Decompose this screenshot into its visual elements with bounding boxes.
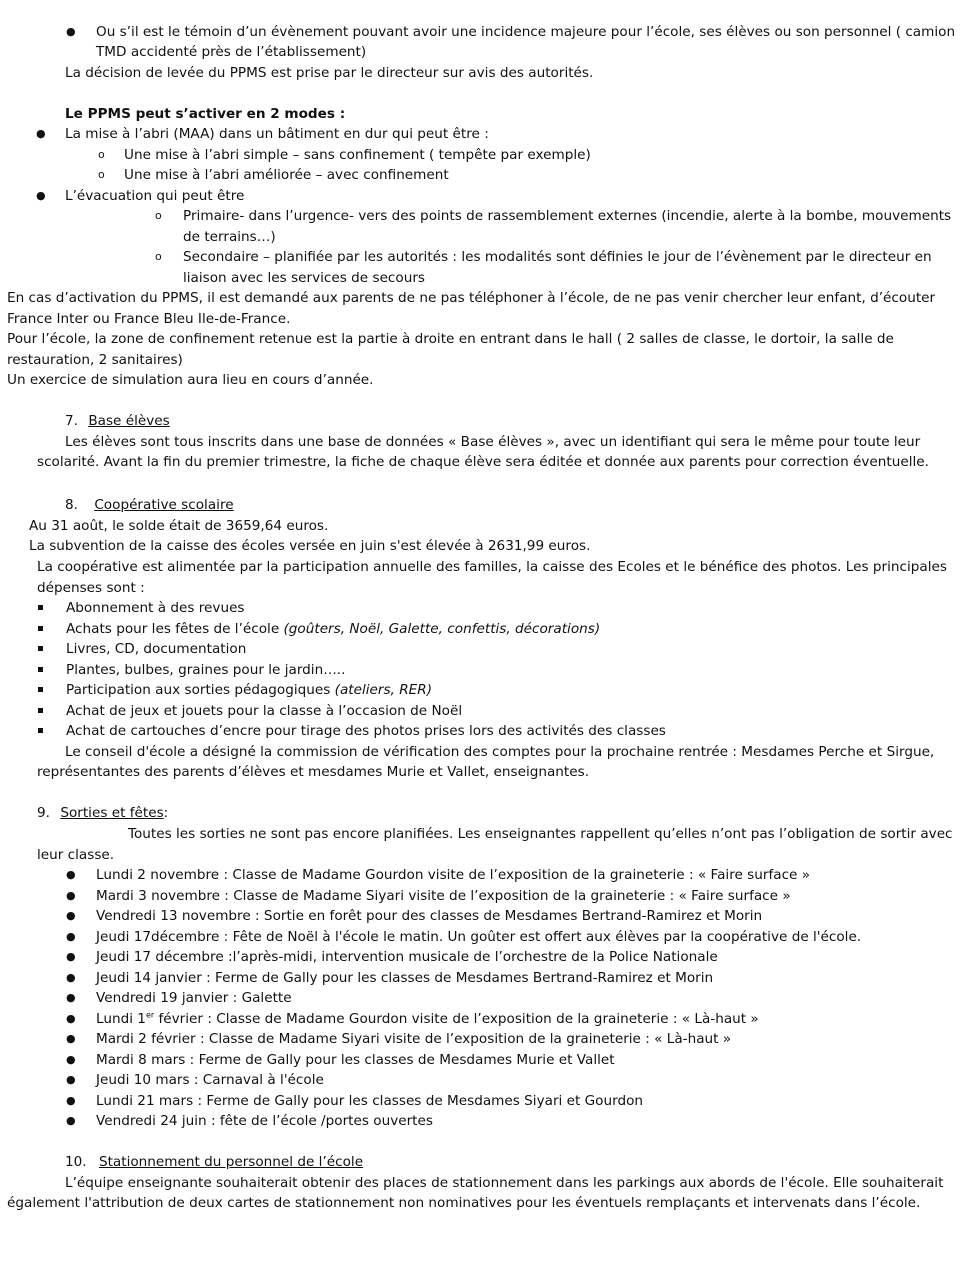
ppms-maa: La mise à l’abri (MAA) dans un bâtiment en dur qui peut être :	[65, 126, 489, 142]
bullet: ●	[66, 1114, 76, 1127]
square-bullet	[38, 687, 43, 692]
ppms-activation: En cas d’activation du PPMS, il est demandé aux parents de ne pas téléphoner à l’école, de ne pas venir chercher leur enfant, d’écouter	[7, 290, 936, 306]
event-item: Mardi 3 novembre : Classe de Madame Siyari visite de l’exposition de la graineterie : « Faire surface »	[96, 888, 791, 904]
ppms-exercise: Un exercice de simulation aura lieu en cours d’année.	[7, 372, 374, 388]
section-number: 9.	[37, 805, 50, 821]
list-item: Participation aux sorties pédagogiques (ateliers, RER)	[66, 682, 433, 698]
ppms-evac-sub: Secondaire – planifiée par les autorités : les modalités sont définies le jour de l’évènement par le directeur en	[183, 249, 932, 265]
section-8-heading	[65, 495, 234, 515]
ppms-evac-sub: de terrains…)	[183, 229, 276, 245]
bullet: ●	[66, 971, 76, 984]
ppms-maa-sub: Une mise à l’abri simple – sans confinement ( tempête par exemple)	[124, 147, 591, 163]
event-item: Jeudi 17 décembre :l’après-midi, intervention musicale de l’orchestre de la Police Nationale	[96, 949, 718, 965]
bullet: ●	[66, 25, 76, 38]
bullet: ●	[66, 991, 76, 1004]
ppms-evac-sub: liaison avec les services de secours	[183, 270, 426, 286]
event-item: Jeudi 17décembre : Fête de Noël à l'école le matin. Un goûter est offert aux élèves par la coopérative de l'école.	[96, 929, 862, 945]
section-10-text: L’équipe enseignante souhaiterait obtenir des places de stationnement dans les parkings aux abords de l'école. Elle souhaiterait	[65, 1175, 944, 1191]
event-item: Lundi 2 novembre : Classe de Madame Gourdon visite de l’exposition de la graineterie : « Faire surface »	[96, 867, 811, 883]
section-7-heading	[65, 411, 170, 431]
ppms-zone: restauration, 2 sanitaires)	[7, 352, 183, 368]
section-title: Stationnement du personnel de l’école	[98, 1154, 364, 1170]
sorties-intro: Toutes les sorties ne sont pas encore planifiées. Les enseignantes rappellent qu’elles n’ont pas l’obligation de sortir avec	[128, 826, 953, 842]
sorties-intro: leur classe.	[37, 847, 115, 863]
square-bullet	[38, 708, 43, 713]
list-item: Achats pour les fêtes de l’école (goûters, Noël, Galette, confettis, décorations)	[66, 621, 601, 637]
ppms-modes-title: Le PPMS peut s’activer en 2 modes :	[65, 106, 346, 122]
circle-bullet: o	[98, 168, 105, 181]
list-item: Abonnement à des revues	[66, 600, 245, 616]
square-bullet	[38, 646, 43, 651]
bullet: ●	[66, 1053, 76, 1066]
list-item: Plantes, bulbes, graines pour le jardin…..	[66, 662, 346, 678]
section-title: Coopérative scolaire	[94, 497, 234, 513]
circle-bullet: o	[155, 250, 162, 263]
bullet: ●	[66, 930, 76, 943]
list-item: Livres, CD, documentation	[66, 641, 247, 657]
ppms-zone: Pour l’école, la zone de confinement retenue est la partie à droite en entrant dans le hall ( 2 salles de classe, le dortoir, la salle de	[7, 331, 894, 347]
bullet: ●	[66, 868, 76, 881]
ppms-decision: La décision de levée du PPMS est prise par le directeur sur avis des autorités.	[65, 65, 594, 81]
ppms-activation: France Inter ou France Bleu Ile-de-France.	[7, 311, 291, 327]
coop-subvention: La subvention de la caisse des écoles versée en juin s'est élevée à 2631,99 euros.	[29, 538, 591, 554]
section-number: 8.	[65, 497, 78, 513]
list-item: Achat de cartouches d’encre pour tirage des photos prises lors des activités des classes	[66, 723, 666, 739]
section-10-text: également l'attribution de deux cartes de stationnement non nominatives pour les éventuels remplaçants et intervenats dans l’école.	[7, 1195, 921, 1211]
bullet: ●	[66, 1012, 76, 1025]
event-item: Vendredi 19 janvier : Galette	[96, 990, 292, 1006]
coop-conseil: Le conseil d'école a désigné la commission de vérification des comptes pour la prochaine rentrée : Mesdames Perche et Sirgue,	[65, 744, 935, 760]
event-item: Mardi 8 mars : Ferme de Gally pour les classes de Mesdames Murie et Vallet	[96, 1052, 615, 1068]
event-item: Lundi 21 mars : Ferme de Gally pour les classes de Mesdames Siyari et Gourdon	[96, 1093, 644, 1109]
coop-text: dépenses sont :	[37, 580, 145, 596]
coop-text: La coopérative est alimentée par la participation annuelle des familles, la caisse des Ecoles et le bénéfice des photos. Les principales	[37, 559, 947, 575]
ppms-maa-sub: Une mise à l’abri améliorée – avec confinement	[124, 167, 449, 183]
section-7-text: Les élèves sont tous inscrits dans une base de données « Base élèves », avec un identifiant qui sera le même pour toute leur	[65, 434, 921, 450]
circle-bullet: o	[155, 209, 162, 222]
section-number: 7.	[65, 413, 78, 429]
bullet: ●	[36, 189, 46, 202]
ppms-evac: L’évacuation qui peut être	[65, 188, 245, 204]
bullet: ●	[66, 1094, 76, 1107]
ppms-evac-sub: Primaire- dans l’urgence- vers des points de rassemblement externes (incendie, alerte à la bombe, mouvements	[183, 208, 952, 224]
bullet: ●	[66, 889, 76, 902]
section-7-text: scolarité. Avant la fin du premier trimestre, la fiche de chaque élève sera éditée et donnée aux parents pour correction éventuelle.	[37, 454, 929, 470]
event-item: Vendredi 13 novembre : Sortie en forêt pour des classes de Mesdames Bertrand-Ramirez et Morin	[96, 908, 763, 924]
section-9-heading: 9. Sorties et fêtes:	[37, 805, 169, 821]
event-item: Vendredi 24 juin : fête de l’école /portes ouvertes	[96, 1113, 433, 1129]
section-title: Sorties et fêtes	[60, 805, 164, 821]
event-item: Jeudi 14 janvier : Ferme de Gally pour les classes de Mesdames Bertrand-Ramirez et Morin	[96, 970, 714, 986]
event-item: Lundi 1er février : Classe de Madame Gourdon visite de l’exposition de la graineterie : « Là-haut »	[96, 1010, 759, 1027]
event-item: Jeudi 10 mars : Carnaval à l'école	[96, 1072, 324, 1088]
square-bullet	[38, 728, 43, 733]
square-bullet	[38, 626, 43, 631]
circle-bullet: o	[98, 148, 105, 161]
coop-solde: Au 31 août, le solde était de 3659,64 euros.	[29, 518, 329, 534]
bullet: ●	[66, 909, 76, 922]
coop-conseil: représentantes des parents d’élèves et mesdames Murie et Vallet, enseignantes.	[37, 764, 590, 780]
square-bullet	[38, 667, 43, 672]
bullet: ●	[66, 950, 76, 963]
bullet: ●	[66, 1073, 76, 1086]
list-item: Achat de jeux et jouets pour la classe à l’occasion de Noël	[66, 703, 463, 719]
bullet: ●	[36, 127, 46, 140]
ppms-bullet-line: TMD accidenté près de l’établissement)	[96, 44, 367, 60]
bullet: ●	[66, 1032, 76, 1045]
ppms-bullet-line: Ou s’il est le témoin d’un évènement pouvant avoir une incidence majeure pour l’école, ses élèves ou son personnel ( camion	[96, 24, 956, 40]
event-item: Mardi 2 février : Classe de Madame Siyari visite de l’exposition de la graineterie : « Là-haut »	[96, 1031, 732, 1047]
square-bullet	[38, 605, 43, 610]
section-title: Base élèves	[88, 413, 170, 429]
section-10-heading	[65, 1152, 363, 1172]
section-number: 10.	[65, 1154, 87, 1170]
